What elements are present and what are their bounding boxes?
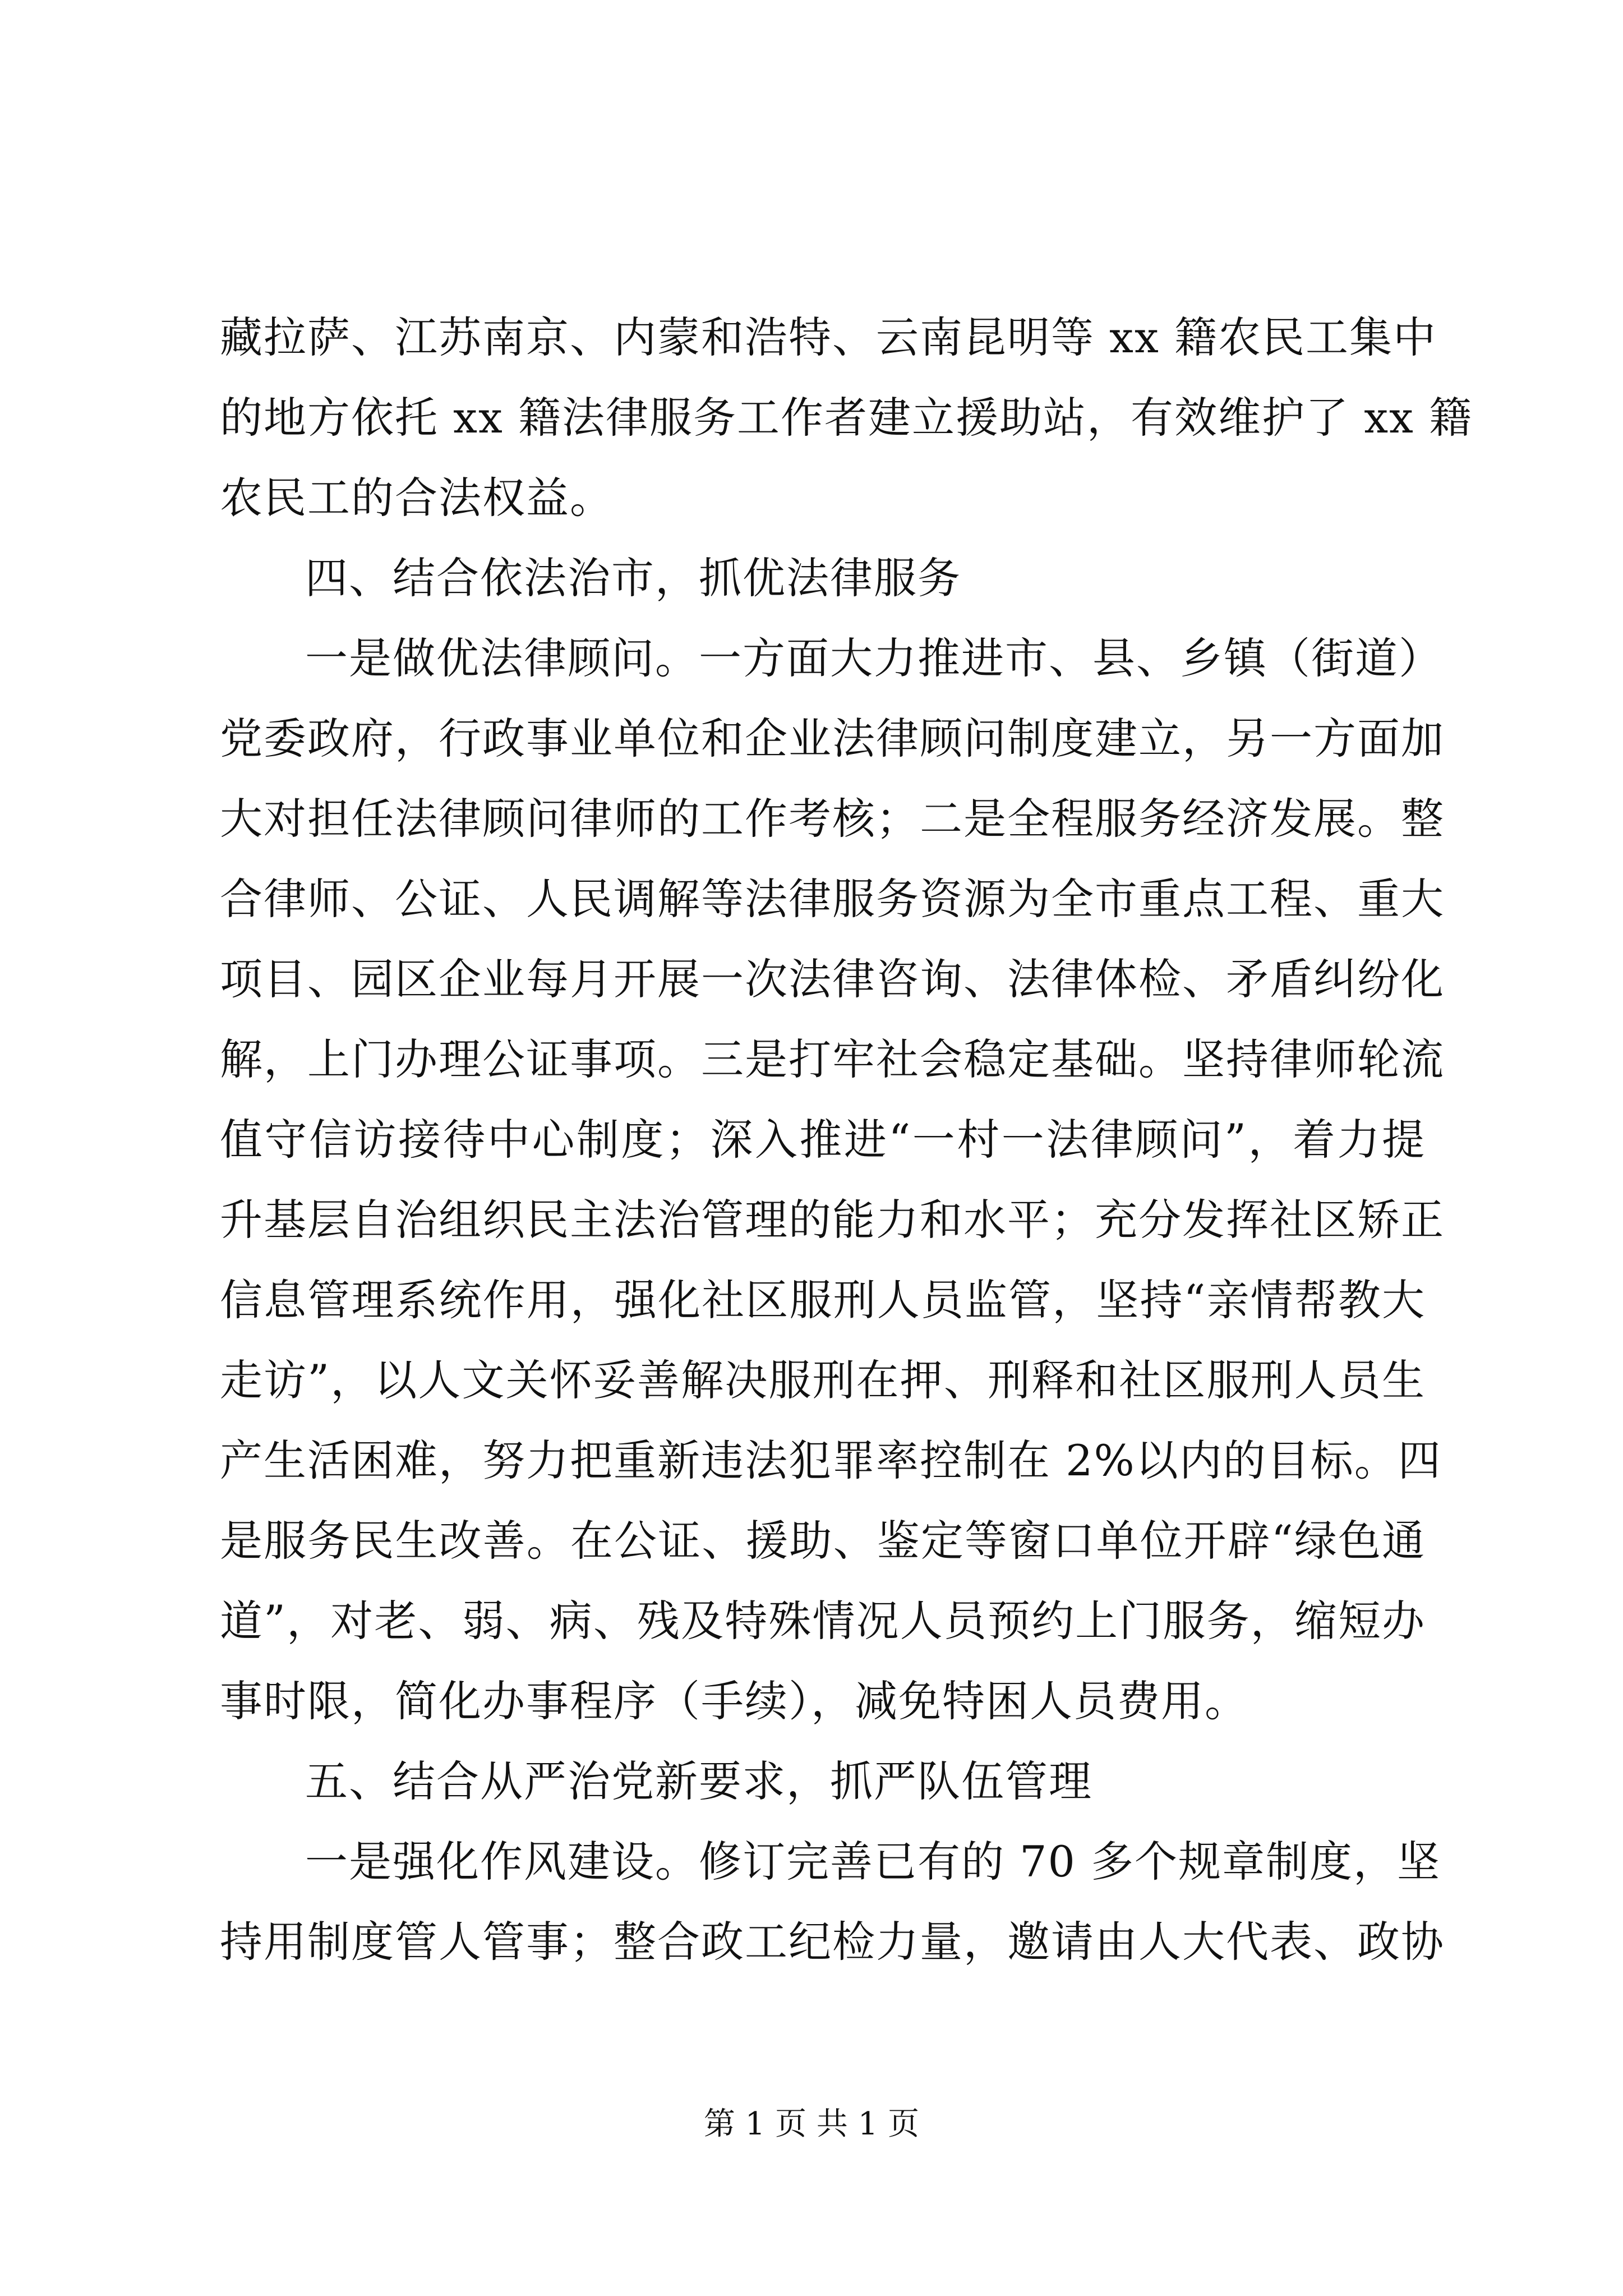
text-line: 事时限，简化办事程序（手续），减免特困人员费用。 — [220, 1676, 1248, 1726]
text-line: 的地方依托 xx 籍法律服务工作者建立援助站，有效维护了 xx 籍 — [220, 393, 1473, 443]
text-line: 一是强化作风建设。修订完善已有的 70 多个规章制度，坚 — [305, 1837, 1441, 1887]
text-line: 走访”，以人文关怀妥善解决服刑在押、刑释和社区服刑人员生 — [220, 1355, 1426, 1405]
section-heading: 五、结合从严治党新要求，抓严队伍管理 — [305, 1756, 1092, 1806]
text-line: 值守信访接待中心制度；深入推进“一村一法律顾问”，着力提 — [220, 1115, 1426, 1165]
text-line: 是服务民生改善。在公证、援助、鉴定等窗口单位开辟“绿色通 — [220, 1516, 1426, 1566]
text-line: 产生活困难，努力把重新违法犯罪率控制在 2%以内的目标。四 — [220, 1435, 1442, 1485]
text-line: 解，上门办理公证事项。三是打牢社会稳定基础。坚持律师轮流 — [220, 1034, 1445, 1084]
text-line: 党委政府，行政事业单位和企业法律顾问制度建立，另一方面加 — [220, 714, 1445, 763]
text-line: 项目、园区企业每月开展一次法律咨询、法律体检、矛盾纠纷化 — [220, 954, 1445, 1004]
text-line: 大对担任法律顾问律师的工作考核；二是全程服务经济发展。整 — [220, 794, 1445, 844]
section-heading: 四、结合依法治市，抓优法律服务 — [305, 553, 961, 603]
document-body — [220, 297, 1473, 1982]
text-line: 信息管理系统作用，强化社区服刑人员监管，坚持“亲情帮教大 — [220, 1275, 1426, 1325]
text-line: 藏拉萨、江苏南京、内蒙和浩特、云南昆明等 xx 籍农民工集中 — [220, 312, 1437, 362]
text-line: 升基层自治组织民主法治管理的能力和水平；充分发挥社区矫正 — [220, 1195, 1445, 1245]
page-footer: 第 1 页 共 1 页 — [703, 2106, 920, 2142]
text-line: 一是做优法律顾问。一方面大力推进市、县、乡镇（街道） — [305, 633, 1442, 683]
text-line: 合律师、公证、人民调解等法律服务资源为全市重点工程、重大 — [220, 874, 1445, 924]
text-line: 道”，对老、弱、病、残及特殊情况人员预约上门服务，缩短办 — [220, 1596, 1426, 1646]
text-line: 农民工的合法权益。 — [220, 473, 614, 523]
text-line: 持用制度管人管事；整合政工纪检力量，邀请由人大代表、政协 — [220, 1917, 1445, 1967]
